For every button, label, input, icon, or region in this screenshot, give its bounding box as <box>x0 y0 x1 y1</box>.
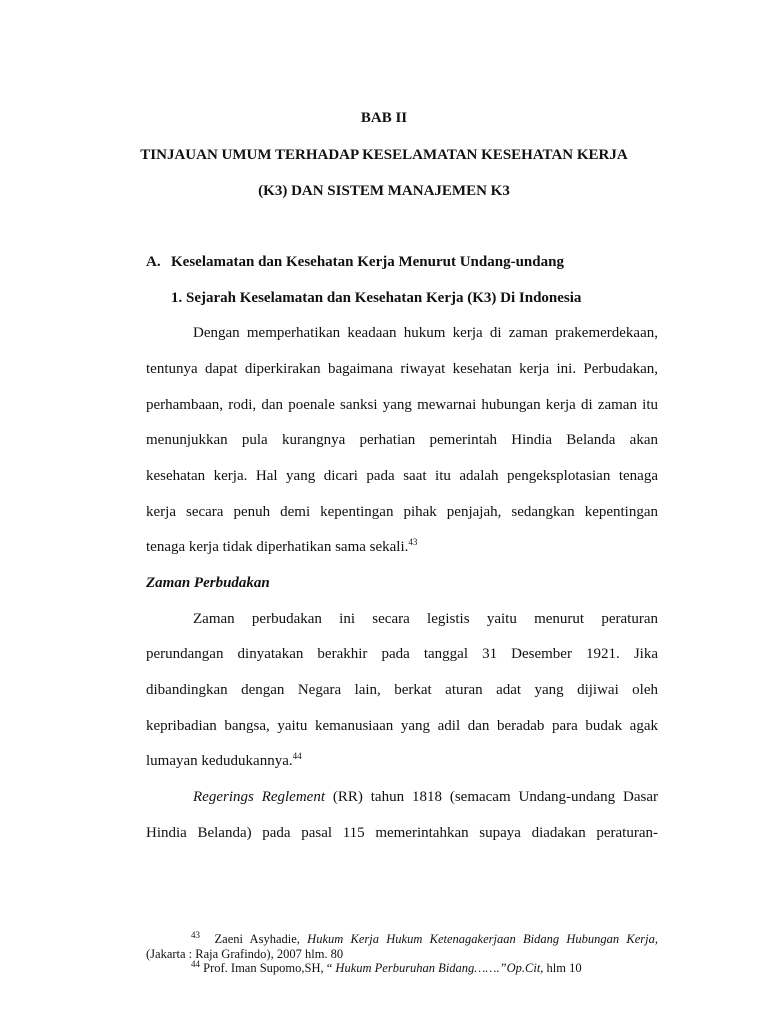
section-a-title: Keselamatan dan Kesehatan Kerja Menurut Undang-undang <box>171 254 564 270</box>
footnote-number: 44 <box>191 958 200 969</box>
footnote-44 <box>191 958 582 975</box>
paragraph-line: tentunya dapat diperkirakan bagaimana riwayat kesehatan kerja ini. Perbudakan, <box>146 361 658 377</box>
chapter-title-line2: (K3) DAN SISTEM MANAJEMEN K3 <box>258 183 510 199</box>
footnote-book-title: Hukum Kerja Hukum Ketenagakerjaan Bidang Hubungan Kerja, <box>307 932 658 946</box>
footnote-book-title: Hukum Perburuhan Bidang…….”Op.Cit, <box>335 961 544 975</box>
footnote-ref-44[interactable]: 44 <box>292 751 302 761</box>
footnote-43-line2: (Jakarta : Raja Grafindo), 2007 hlm. 80 <box>146 947 344 961</box>
section-a-marker: A. <box>146 254 161 270</box>
chapter-label: BAB II <box>360 110 408 126</box>
chapter-title-line1: TINJAUAN UMUM TERHADAP KESELAMATAN KESEHATAN KERJA <box>140 147 628 163</box>
paragraph-line <box>193 788 658 806</box>
paragraph-line: kepribadian bangsa, yaitu kemanusiaan yang adil dan beradab para budak agak <box>146 718 658 734</box>
footnote-author: Prof. Iman Supomo,SH, “ <box>200 961 336 975</box>
paragraph-line: kerja secara penuh demi kepentingan pihak penjajah, sedangkan kepentingan <box>146 504 658 520</box>
footnote-ref-43[interactable]: 43 <box>408 537 418 547</box>
footnote-author: Zaeni Asyhadie, <box>214 932 308 946</box>
footnote-number: 43 <box>191 929 200 940</box>
paragraph-line: kesehatan kerja. Hal yang dicari pada saat itu adalah pengeksplotasian tenaga <box>146 468 658 484</box>
regerings-reglement-term: Regerings Reglement <box>193 789 325 805</box>
footnote-43 <box>146 929 658 946</box>
paragraph-line: Hindia Belanda) pada pasal 115 memerintahkan supaya diadakan peraturan- <box>146 825 658 841</box>
paragraph-line <box>146 752 658 770</box>
subsection-1-title: 1. Sejarah Keselamatan dan Kesehatan Kerja (K3) Di Indonesia <box>171 290 582 306</box>
paragraph-line: Dengan memperhatikan keadaan hukum kerja di zaman prakemerdekaan, <box>193 325 658 341</box>
paragraph-line-text: (RR) tahun 1818 (semacam Undang-undang Dasar <box>325 789 658 805</box>
paragraph-line-text: lumayan kedudukannya. <box>146 753 293 769</box>
paragraph-line: Zaman perbudakan ini secara legistis yaitu menurut peraturan <box>193 611 658 627</box>
paragraph-line: dibandingkan dengan Negara lain, berkat aturan adat yang dijiwai oleh <box>146 682 658 698</box>
paragraph-line: perundangan dinyatakan berakhir pada tanggal 31 Desember 1921. Jika <box>146 646 658 662</box>
paragraph-line: perhambaan, rodi, dan poenale sanksi yang mewarnai hubungan kerja di zaman itu <box>146 397 658 413</box>
paragraph-line <box>146 538 658 556</box>
footnote-page: hlm 10 <box>543 961 582 975</box>
paragraph-line: menunjukkan pula kurangnya perhatian pemerintah Hindia Belanda akan <box>146 432 658 448</box>
zaman-perbudakan-heading: Zaman Perbudakan <box>146 575 270 591</box>
paragraph-line-text: tenaga kerja tidak diperhatikan sama sekali. <box>146 539 409 555</box>
